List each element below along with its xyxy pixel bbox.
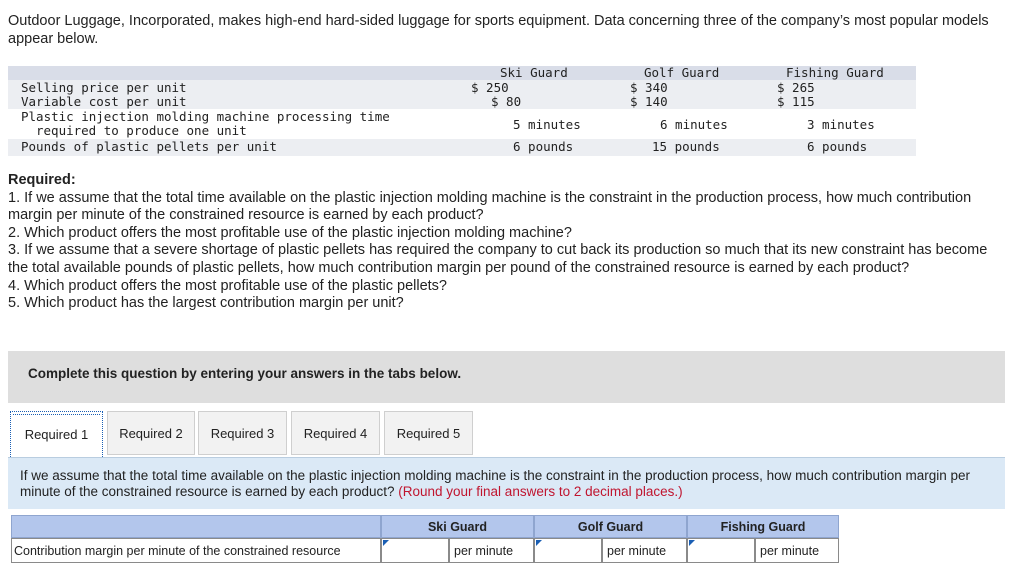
golf-guard-unit: per minute [602, 538, 687, 563]
tab-required-5[interactable]: Required 5 [384, 411, 473, 455]
value-golf: $ 340 [630, 80, 668, 95]
value-golf: 15 pounds [652, 139, 720, 154]
row-label: Variable cost per unit [21, 94, 187, 109]
answer-row-label: Contribution margin per minute of the constrained resource [11, 538, 381, 563]
question-box [8, 457, 1005, 509]
problem-intro: Outdoor Luggage, Incorporated, makes high-end hard-sided luggage for sports equipment. Data concerning three of the company’s most popular models appear below. [8, 13, 989, 47]
question-body: If we assume that the total time available on the plastic injection molding machine is the constraint in the production process, how much contribution margin per minute of the constrained resource is earned by each product? [20, 468, 971, 499]
question-text [20, 468, 995, 500]
value-ski: $ 80 [491, 94, 522, 109]
required-section [8, 172, 1008, 313]
data-row-processing-time [8, 109, 916, 139]
required-item-5: 5. Which product has the largest contribution margin per unit? [8, 295, 404, 312]
required-item-1: 1. If we assume that the total time available on the plastic injection molding machine is the constraint in the production process, how much contribution margin per minute of the constrained resource is earned by each product? [8, 189, 972, 224]
value-fishing: 6 pounds [807, 139, 868, 154]
answer-header-golf-guard: Golf Guard [534, 515, 687, 538]
tab-required-4[interactable]: Required 4 [291, 411, 380, 455]
answer-header-fishing-guard: Fishing Guard [687, 515, 839, 538]
data-row-variable-cost [8, 95, 916, 109]
row-label: Selling price per unit [21, 80, 187, 95]
row-label: Plastic injection molding machine processing time [21, 109, 390, 124]
required-item-2: 2. Which product offers the most profitable use of the plastic injection molding machine? [8, 224, 572, 241]
instruction-banner [8, 351, 1005, 403]
answer-header-ski-guard: Ski Guard [381, 515, 534, 538]
header-fishing-guard: Fishing Guard [786, 65, 884, 80]
required-item-3: 3. If we assume that a severe shortage of plastic pellets has required the company to cut back its production so much that its new constraint has become the total available pounds of plastic pellets, how much contribution margin per pound of the constrained resource is earned by each product? [8, 242, 988, 276]
value-fishing: 3 minutes [807, 117, 875, 132]
header-golf-guard: Golf Guard [644, 65, 720, 80]
tab-required-3[interactable]: Required 3 [198, 411, 287, 455]
rounding-note: (Round your final answers to 2 decimal places.) [398, 484, 683, 499]
ski-guard-answer-input[interactable] [381, 538, 449, 563]
tab-required-2[interactable]: Required 2 [107, 411, 195, 455]
value-ski: $ 250 [471, 80, 509, 95]
ski-guard-unit: per minute [449, 538, 534, 563]
row-label-continued: required to produce one unit [36, 123, 247, 138]
value-fishing: $ 115 [777, 94, 815, 109]
ski-guard-input-field[interactable] [388, 541, 448, 561]
data-table-header [8, 66, 916, 80]
instruction-text: Complete this question by entering your answers in the tabs below. [28, 366, 462, 381]
value-fishing: $ 265 [777, 80, 815, 95]
answer-header-blank [11, 515, 381, 538]
value-golf: 6 minutes [660, 117, 728, 132]
answer-table [11, 515, 839, 564]
tab-required-1[interactable]: Required 1 [10, 411, 103, 457]
required-item-4: 4. Which product offers the most profitable use of the plastic pellets? [8, 277, 447, 294]
data-row-selling-price [8, 80, 916, 95]
fishing-guard-unit: per minute [755, 538, 839, 563]
value-golf: $ 140 [630, 94, 668, 109]
data-row-pounds [8, 139, 916, 156]
header-ski-guard: Ski Guard [500, 65, 568, 80]
required-title: Required: [8, 172, 76, 188]
value-ski: 5 minutes [513, 117, 581, 132]
golf-guard-answer-input[interactable] [534, 538, 602, 563]
data-table [8, 66, 916, 156]
fishing-guard-input-field[interactable] [694, 541, 754, 561]
value-ski: 6 pounds [513, 139, 574, 154]
row-label: Pounds of plastic pellets per unit [21, 139, 277, 154]
golf-guard-input-field[interactable] [541, 541, 601, 561]
fishing-guard-answer-input[interactable] [687, 538, 755, 563]
